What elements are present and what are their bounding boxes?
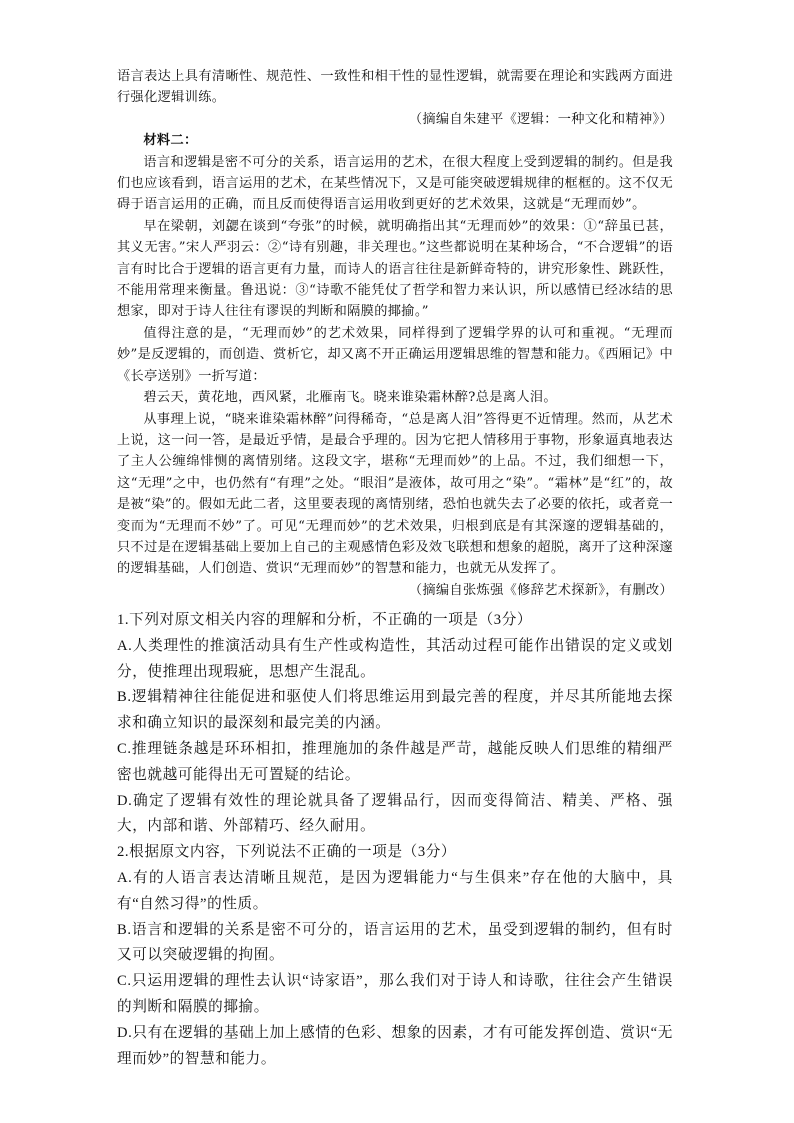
question-2-stem: 2.根据原文内容，下列说法不正确的一项是（3分）	[117, 844, 457, 861]
question-1-option-b: B.逻辑精神往往能促进和驱使人们将思维运用到最完善的程度，并尽其所能地去探求和确立知识的最深刻和最完美的内涵。	[117, 689, 673, 732]
material-one-ending-paragraph: 语言表达上具有清晰性、规范性、一致性和相干性的显性逻辑，就需要在理论和实践两方面进行强化逻辑训练。	[117, 69, 673, 106]
material-two-paragraph-3: 值得注意的是，“无理而妙”的艺术效果，同样得到了逻辑学界的认可和重视。“无理而妙”是反逻辑的，而创造、赏析它，却又离不开正确运用逻辑思维的智慧和能力。《西厢记》中《长亭送别》一折写道：	[117, 325, 673, 384]
quoted-verse: 碧云天，黄花地，西风紧，北雁南飞。晓来谁染霜林醉?总是离人泪。	[143, 390, 557, 406]
question-1-option-c: C.推理链条越是环环相扣，推理施加的条件越是严苛，越能反映人们思维的精细严密也就越可能得出无可置疑的结论。	[117, 740, 673, 783]
question-1-option-d: D.确定了逻辑有效性的理论就具备了逻辑品行，因而变得简洁、精美、严格、强大，内部和谐、外部精巧、经久耐用。	[117, 792, 673, 835]
material-one-source: （摘编自朱建平《逻辑：一种文化和精神》）	[408, 111, 673, 127]
material-two-paragraph-4: 从事理上说，“晓来谁染霜林醉”问得稀奇，“总是离人泪”答得更不近情理。然而，从艺术上说，这一问一答，是最近乎情，是最合乎理的。因为它把人情移用于事物，形象逼真地表达了主人公缠绵悱恻的离情别绪。这段文字，堪称“无理而妙”的上品。不过，我们细想一下，这“无理”之中，也仍然有“有理”之处。“眼泪”是液体，故可用之“染”。“霜林”是“红”的，故是被“染”的。假如无此二者，这里要表现的离情别绪，恐怕也就失去了必要的依托，或者竟一变而为“无理而不妙”了。可见“无理而妙”的艺术效果，归根到底是有其深邃的逻辑基础的，只不过是在逻辑基础上要加上自己的主观感情色彩及效飞联想和想象的超脱，离开了这种深邃的逻辑基础，人们创造、赏识“无理而妙”的智慧和能力，也就无从发挥了。	[117, 411, 673, 577]
material-two-paragraph-2: 早在梁朝，刘勰在谈到“夸张”的时候，就明确指出其“无理而妙”的效果：①“辞虽已甚，其义无害。”宋人严羽云：②“诗有别趣，非关理也。”这些都说明在某种场合，“不合逻辑”的语言有时比合于逻辑的语言更有力量，而诗人的语言往往是新鲜奇特的，讲究形象性、跳跃性，不能用常理来衡量。鲁迅说：③“诗歌不能凭仗了哲学和智力来认识，所以感情已经冰结的思想家，即对于诗人往往有谬误的判断和隔膜的揶揄。”	[117, 218, 673, 320]
question-2-option-d: D.只有在逻辑的基础上加上感情的色彩、想象的因素，才有可能发挥创造、赏识“无理而妙”的智慧和能力。	[117, 1024, 673, 1067]
question-2-option-a: A.有的人语言表达清晰且规范，是因为逻辑能力“与生俱来”存在他的大脑中，具有“自然习得”的性质。	[117, 869, 673, 912]
material-two-paragraph-1: 语言和逻辑是密不可分的关系，语言运用的艺术，在很大程度上受到逻辑的制约。但是我们也应该看到，语言运用的艺术，在某些情况下，又是可能突破逻辑规律的框框的。这不仅无碍于语言运用的正确，而且反而使得语言运用收到更好的艺术效果，这就是“无理而妙”。	[117, 154, 673, 213]
material-two-label: 材料二：	[143, 133, 198, 149]
question-section	[117, 608, 673, 1072]
question-1-stem: 1.下列对原文相关内容的理解和分析，不正确的一项是（3分）	[117, 612, 533, 628]
question-2-option-b: B.语言和逻辑的关系是密不可分的，语言运用的艺术，虽受到逻辑的制约，但有时又可以突破逻辑的拘囿。	[117, 921, 673, 964]
question-1-option-a: A.人类理性的推演活动具有生产性或构造性，其活动过程可能作出错误的定义或划分，使推理出现瑕疵，思想产生混乱。	[117, 637, 673, 680]
material-two-source: （摘编自张炼强《修辞艺术探新》，有删改）	[408, 582, 673, 598]
question-2-option-c: C.只运用逻辑的理性去认识“诗家语”，那么我们对于诗人和诗歌，往往会产生错误的判断和隔膜的揶揄。	[117, 973, 673, 1015]
reading-material	[117, 66, 673, 601]
